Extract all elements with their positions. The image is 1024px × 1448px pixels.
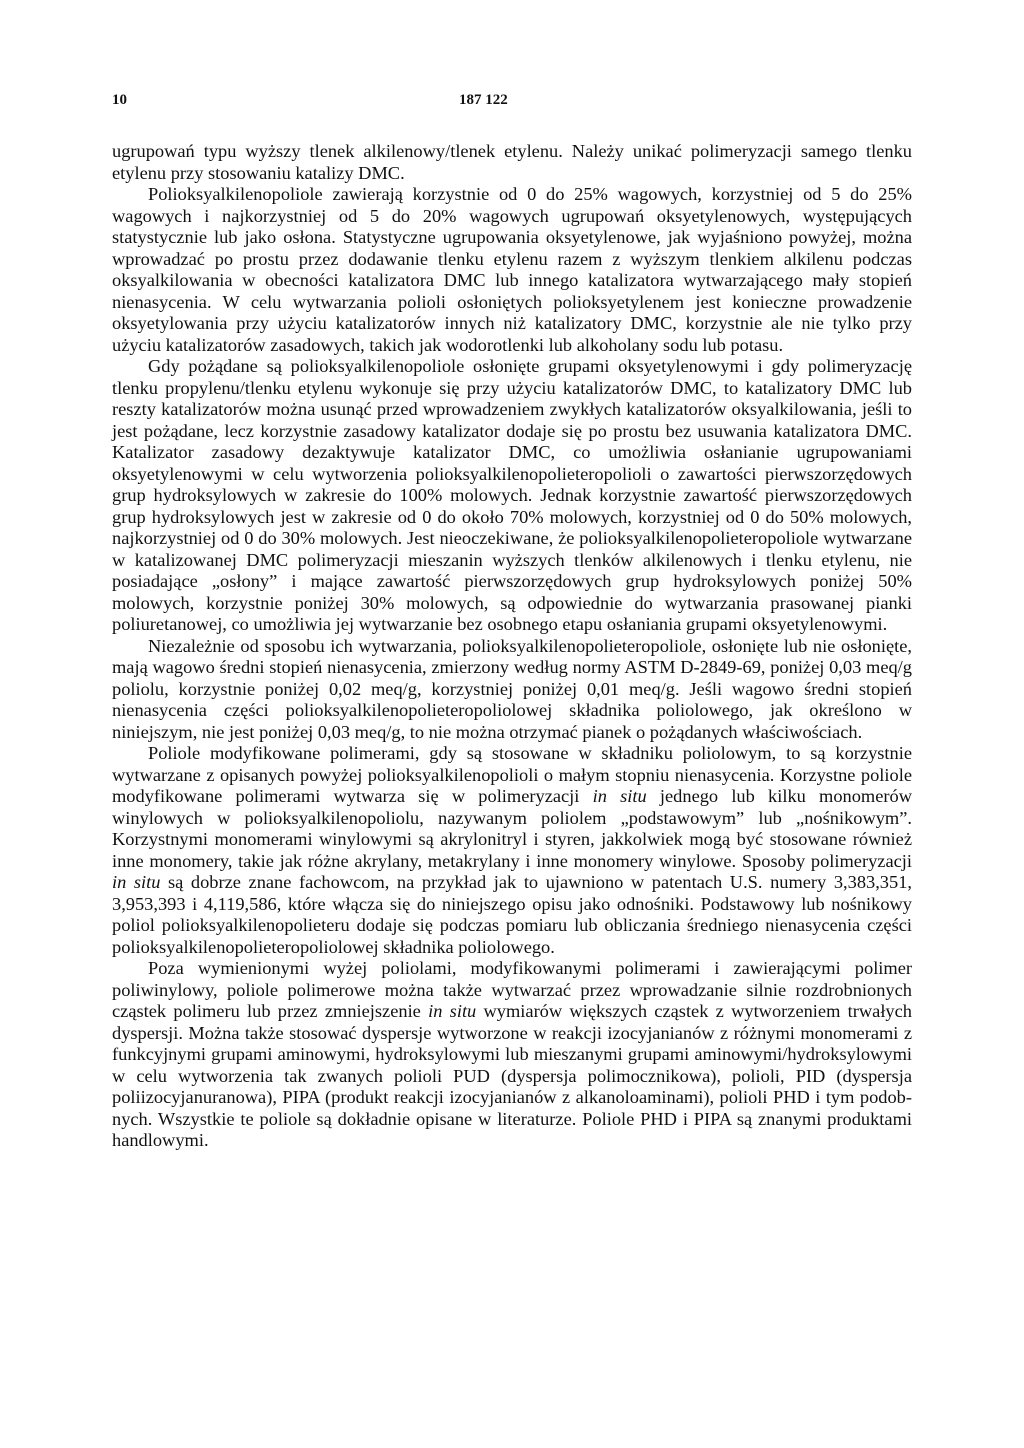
text-run: Polioksyalkilenopoliole zawierają korzystnie od 0 do 25% wagowych, korzystniej od 5 do 25% wagowych i najkorzystniej od 5 do 20% wagowych ugrupowań oksyetylenowych, występujących statystycznie lub jako osłona. Statystyczne ugrupowania oksyetylenowe, jak wyjaśniono powyżej, można wprowadzać po prostu przez dodawanie tlenku etylenu razem z wyższym tlenkiem alkilenu podczas oksyalkilowania w obecności katalizatora DMC lub innego katalizatora wytwarzającego mały stopień nienasycenia. W celu wytwarzania polioli osłoniętych polioksyetylenem jest konieczne prowadzenie oksyetylowania przy użyciu katalizatorów innych niż katalizatory DMC, korzystnie ale nie tylko przy użyciu katalizatorów zasadowych, takich jak wodorotlenki lub alkoholany sodu lub potasu. — [112, 184, 912, 355]
body-text — [112, 141, 912, 1152]
text-run: są dobrze znane fachowcom, na przykład jak to ujawniono w patentach U.S. numery 3,383,351, 3,953,393 i 4,119,586, które włącza się do niniejszego opisu jako odnośniki. Podstawowy lub nośnikowy poliol polioksyalkilenopolieteru dodaje się podczas pomiaru lub obliczania średniego nienasycenia części polioksyalkilenopolieteropoliolowej składnika poliolowego. — [112, 872, 912, 957]
page-header — [112, 92, 912, 114]
paragraph — [112, 356, 912, 636]
text-run: Niezależnie od sposobu ich wytwarzania, polioksyalkilenopolieteropoliole, osłonięte lub nie osłonięte, mają wagowo średni stopień nienasycenia, zmierzony według normy ASTM D-2849-69, poniżej 0,03 meq/g poliolu, korzystnie poniżej 0,02 meq/g, korzystniej poniżej 0,01 meq/g. Jeśli wagowo średni stopień nienasycenia części polioksyalkilenopolieteropoliolowej składnika poliolowego, jak określono w niniejszym, nie jest poniżej 0,03 meq/g, to nie można otrzymać pianek o pożądanych właściwościach. — [112, 635, 912, 742]
italic-term: in situ — [428, 1001, 477, 1021]
paragraph — [112, 141, 912, 184]
text-run: jednego lub kilku monomerów winylowych w polioksyalkilenopoliolu, nazywanym poliolem „podstawowym” lub „nośnikowym”. Korzystnymi monomerami winylowymi są akrylonitryl i styren, jakkolwiek mogą być stosowane również inne monomery, takie jak różne akrylany, metakrylany i inne monomery winylowe. Sposoby polimeryzacji — [112, 786, 912, 871]
text-run: wymiarów większych cząstek z wytworzeniem trwałych dyspersji. Można także stosować dyspersje wytworzone w reakcji izocyjanianów z różnymi monomerami z funkcyjnymi grupami aminowymi, hydroksylowymi lub mieszanymi grupami aminowymi/hydroksylowymi w celu wytworzenia tak zwanych polioli PUD (dyspersja polimocznikowa), polioli, PID (dyspersja poliizocyjanuranowa), PIPA (produkt reakcji izocyjanianów z alkanoloaminami), polioli PHD i tym podobnych. Wszystkie te poliole są dokładnie opisane w literaturze. Poliole PHD i PIPA są znanymi produktami handlowymi. — [112, 1001, 912, 1150]
italic-term: in situ — [112, 872, 161, 892]
page-number: 10 — [112, 92, 127, 108]
text-run: ugrupowań typu wyższy tlenek alkilenowy/tlenek etylenu. Należy unikać polimeryzacji samego tlenku etylenu przy stosowaniu katalizy DMC. — [112, 141, 912, 183]
paragraph — [112, 958, 912, 1152]
paragraph — [112, 184, 912, 356]
text-run: Poliole modyfikowane polimerami, gdy są stosowane w składniku poliolowym, to są korzystnie wytwarzane z opisanych powyżej polioksyalkilenopolioli o małym stopniu nienasycenia. Korzystne poliole modyfikowane polimerami wytwarza się w polimeryzacji — [112, 743, 912, 806]
paragraph — [112, 743, 912, 958]
text-run: Poza wymienionymi wyżej poliolami, modyfikowanymi polimerami i zawierającymi polimer poliwinylowy, poliole polimerowe można także wytwarzać przez wprowadzanie silnie rozdrobnionych cząstek polimeru lub przez zmniejszenie — [112, 958, 912, 1021]
patent-number: 187 122 — [459, 92, 508, 108]
paragraph — [112, 636, 912, 744]
italic-term: in situ — [592, 786, 647, 806]
text-run: Gdy pożądane są polioksyalkilenopoliole osłonięte grupami oksyetylenowymi i gdy polimeryzację tlenku propylenu/tlenku etylenu wykonuje się przy użyciu katalizatorów DMC, to katalizatory DMC lub reszty katalizatorów można usunąć przed wprowadzeniem zwykłych katalizatorów oksyalkilowania, jeśli to jest pożądane, lecz korzystnie zasadowy katalizator dodaje się po prostu bez usuwania katalizatora DMC. Katalizator zasadowy dezaktywuje katalizator DMC, co umożliwia osłanianie ugrupowaniami oksyetylenowymi w celu wytworzenia polioksyalkilenopolieteropolioli o zawartości pierwszorzędowych grup hydroksylowych w zakresie do 100% molowych. Jednak korzystnie zawartość pierwszorzędowych grup hydroksylowych jest w zakresie od 0 do około 70% molowych, korzystniej od 0 do 50% molowych, najkorzystniej od 0 do 30% molowych. Jest nieoczekiwane, że polioksyalkilenopolieteropoliole wytwarzane w katalizowanej DMC polimeryzacji mieszanin wyższych tlenków alkilenowych i tlenku etylenu, nie posiadające „osłony” i mające zawartość pierwszorzędowych grup hydroksylowych poniżej 50% molowych, korzystnie poniżej 30% molowych, są odpowiednie do wytwarzania prasowanej pianki poliuretanowej, co umożliwia jej wytwarzanie bez osobnego etapu osłaniania grupami oksyetylenowymi. — [112, 356, 912, 634]
